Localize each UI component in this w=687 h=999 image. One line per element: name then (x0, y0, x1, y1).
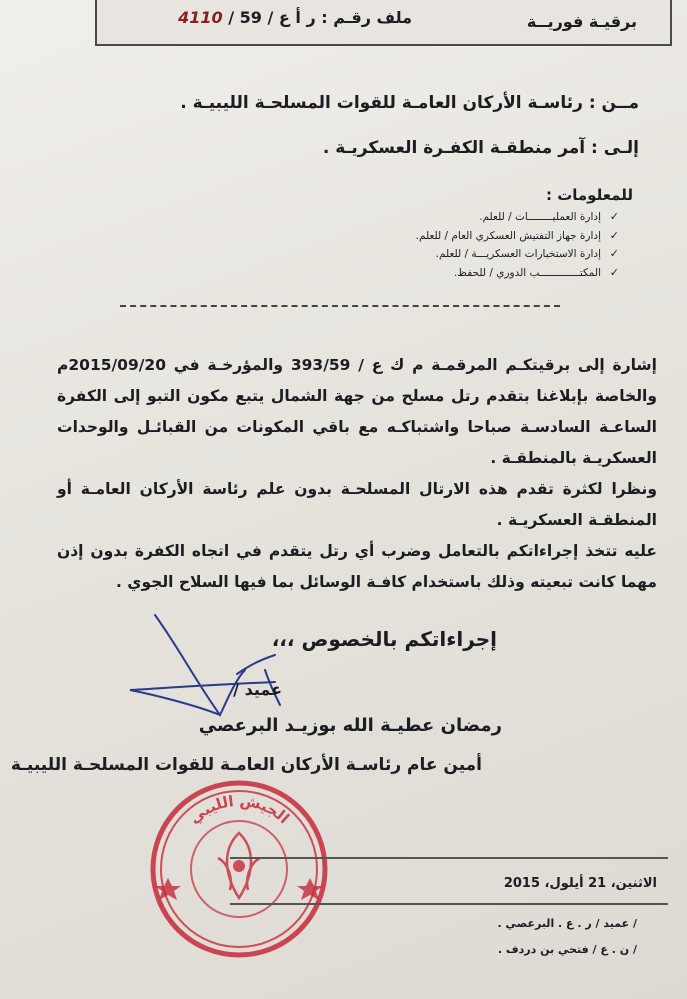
official-stamp (148, 778, 330, 960)
info-item (319, 227, 619, 246)
file-num-printed: 59 / (228, 8, 262, 27)
from-line: مــن : رئاسـة الأركان العامـة للقوات المسلحـة الليبيـة . (180, 93, 639, 113)
info-item-text: إدارة الاستخبارات العسكريـــة / للعلم. (435, 248, 601, 260)
footer-line-bottom (230, 903, 668, 905)
check-icon: ✓ (609, 265, 619, 279)
info-item (319, 264, 619, 283)
info-item-text: إدارة جهاز التفتيش العسكري العام / للعلم. (415, 229, 601, 242)
check-icon: ✓ (609, 228, 619, 242)
footer-cc-1: / عميد / ر . ع . البرعصي . (497, 917, 637, 930)
info-item (319, 208, 619, 227)
body-paragraph: عليه تتخذ إجراءاتكم بالتعامل وضرب أي رتل يتقدم في اتجاه الكفرة بدون إذن مهما كانت تبعيته وذلك باستخدام كافـة الوسائل بما فيها السلاح الجوي . (57, 542, 657, 591)
info-item (319, 245, 619, 264)
signature-rank: عميد / (233, 680, 282, 699)
footer-line-top (230, 857, 668, 859)
info-list (319, 208, 619, 282)
separator-dashed (120, 305, 560, 307)
file-number (178, 8, 412, 27)
closing-line: إجراءاتكم بالخصوص ،،، (271, 627, 497, 651)
body-text (57, 350, 657, 598)
footer-date: الاثنين، 21 أيلول، 2015 (503, 876, 657, 891)
signature-title: أمين عام رئاسـة الأركان العامـة للقوات المسلحـة الليبيـة (10, 755, 482, 775)
signature-name: رمضان عطيـة الله بوزيـد البرعصي (198, 715, 502, 736)
to-line: إلـى : آمر منطقـة الكفـرة العسكريـة . (322, 138, 639, 158)
check-icon: ✓ (609, 210, 619, 223)
info-item-text: المكتـــــــــــــب الدوري / للحفظ. (453, 266, 601, 279)
telegram-label: برقيـة فوريــة (526, 12, 637, 31)
body-paragraph: ونظرا لكثرة تقدم هذه الارتال المسلحـة بدون علم رئاسة الأركان العامـة أو المنطقـة العسكريـة . (57, 480, 657, 529)
file-label: ملف رقـم : ر أ ع / (267, 8, 412, 27)
stamp-text-path: الجيش الليبي (185, 791, 293, 828)
info-item-text: إدارة العمليــــــــات / للعلم. (479, 211, 601, 223)
footer-cc-2: / ن . ع / فتحي بن دردف . (497, 943, 637, 956)
body-paragraph: إشارة إلى برقيتكـم المرقمـة م ك ع / 393/59 والمؤرخـة في 2015/09/20م والخاصة بإبلاغنا بتقدم رتل مسلح من جهة الشمال يتبع مكون التبو إلى الكفرة الساعـة السادسـة صباحا واشتباكـه مع باقي المكونات من القبائـل والوحدات العسكريـة بالمنطقـة . (57, 356, 657, 467)
info-title: للمعلومات : (545, 186, 633, 204)
check-icon: ✓ (609, 247, 619, 260)
file-num-handwritten: 4110 (178, 8, 223, 27)
